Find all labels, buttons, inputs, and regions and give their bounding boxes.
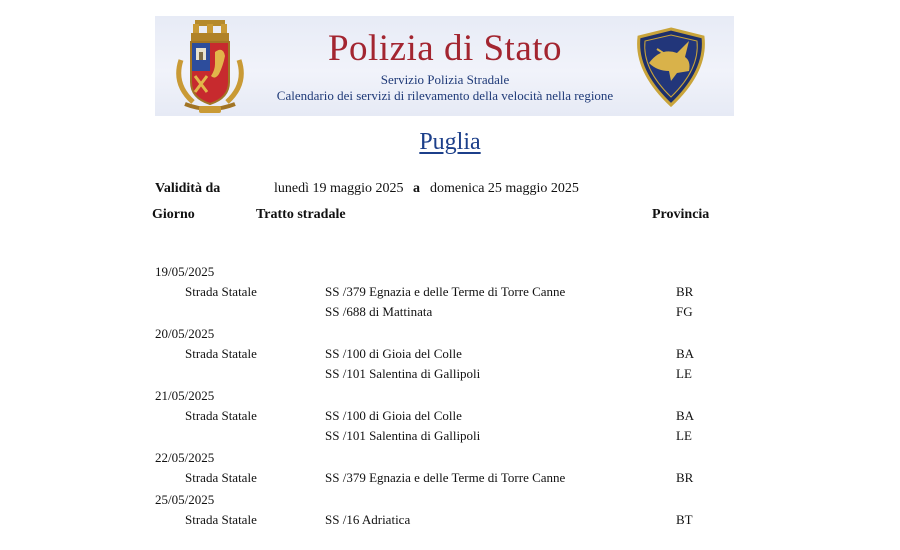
province-code: BA (676, 346, 695, 361)
road-segment: SS /101 Salentina di Gallipoli (325, 366, 481, 381)
column-header-day: Giorno (152, 207, 195, 222)
province-code: BT (676, 512, 693, 527)
road-type: Strada Statale (185, 284, 257, 299)
region-title: Puglia (419, 129, 481, 155)
validity-to: domenica 25 maggio 2025 (430, 181, 579, 196)
province-code: LE (676, 428, 692, 443)
schedule-row (0, 510, 900, 530)
page-title: Polizia di Stato (327, 28, 563, 69)
schedule-day (0, 262, 900, 322)
column-header-province: Provincia (652, 207, 710, 222)
schedule-day (0, 448, 900, 488)
schedule-row (0, 468, 900, 488)
road-segment: SS /688 di Mattinata (325, 304, 433, 319)
road-type: Strada Statale (185, 346, 257, 361)
validity-connector: a (413, 181, 420, 196)
schedule-row (0, 344, 900, 364)
column-header-road: Tratto stradale (256, 207, 346, 222)
road-segment: SS /16 Adriatica (325, 512, 411, 527)
schedule-day (0, 386, 900, 446)
day-date: 25/05/2025 (155, 492, 215, 507)
road-type: Strada Statale (185, 512, 257, 527)
road-segment: SS /379 Egnazia e delle Terme di Torre Canne (325, 284, 566, 299)
province-code: BR (676, 470, 694, 485)
schedule-day (0, 490, 900, 530)
header-banner (155, 16, 734, 116)
province-code: BR (676, 284, 694, 299)
service-subtitle: Servizio Polizia Stradale (380, 72, 510, 87)
polizia-stradale-seal-icon (631, 27, 711, 107)
day-date: 20/05/2025 (155, 326, 215, 341)
road-segment: SS /100 di Gioia del Colle (325, 408, 462, 423)
road-segment: SS /100 di Gioia del Colle (325, 346, 462, 361)
day-date: 21/05/2025 (155, 388, 215, 403)
schedule-row (0, 282, 900, 302)
schedule-list (0, 262, 900, 532)
province-code: LE (676, 366, 692, 381)
validity-label: Validità da (155, 181, 221, 196)
province-code: BA (676, 408, 695, 423)
calendar-description: Calendario dei servizi di rilevamento della velocità nella regione (276, 88, 614, 103)
validity-from: lunedì 19 maggio 2025 (274, 181, 404, 196)
schedule-row (0, 426, 900, 446)
schedule-row (0, 302, 900, 322)
road-type: Strada Statale (185, 408, 257, 423)
schedule-row (0, 406, 900, 426)
day-date: 22/05/2025 (155, 450, 215, 465)
schedule-row (0, 364, 900, 384)
province-code: FG (676, 304, 693, 319)
road-segment: SS /379 Egnazia e delle Terme di Torre Canne (325, 470, 566, 485)
road-type: Strada Statale (185, 470, 257, 485)
road-segment: SS /101 Salentina di Gallipoli (325, 428, 481, 443)
day-date: 19/05/2025 (155, 264, 215, 279)
polizia-di-stato-crest-icon (171, 20, 249, 116)
schedule-day (0, 324, 900, 384)
